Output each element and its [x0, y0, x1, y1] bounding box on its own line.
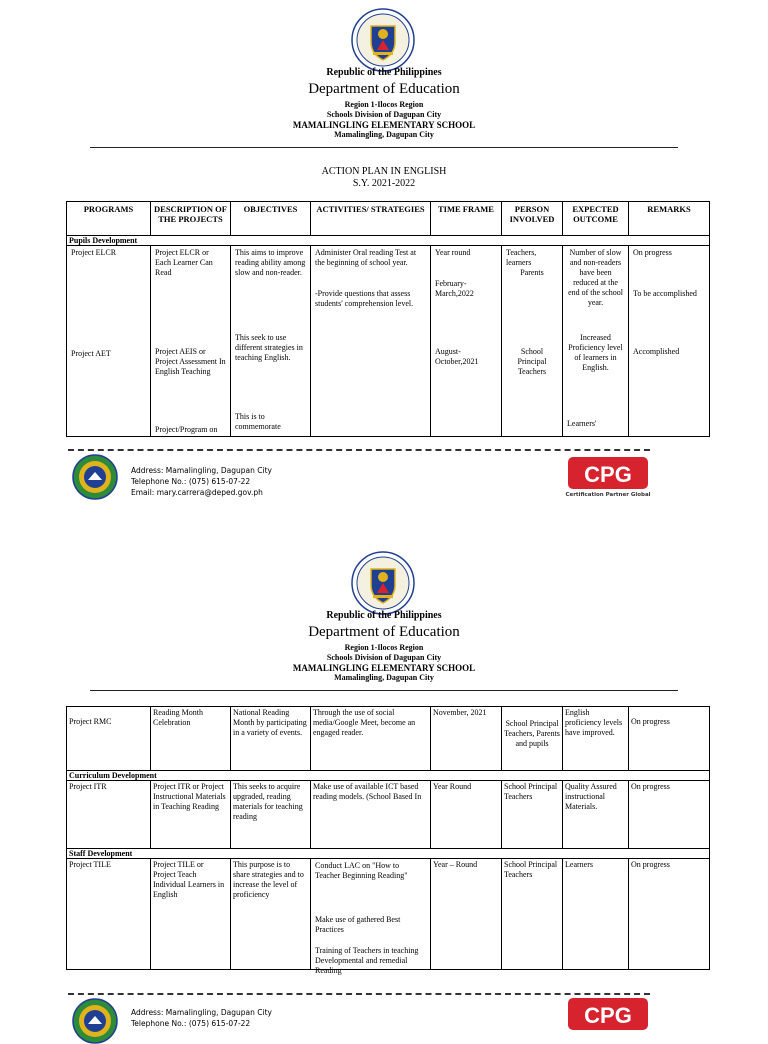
outcome-cell: Learners' — [567, 419, 597, 428]
division-line: Schools Division of Dagupan City — [326, 110, 442, 119]
plan-title: ACTION PLAN IN ENGLISH — [321, 166, 447, 177]
deped-seal-icon — [351, 8, 415, 72]
activity-cell: Make use of gathered Best Practices — [315, 915, 401, 934]
school-location: Mamalingling, Dagupan City — [334, 130, 434, 139]
table-row — [67, 781, 710, 849]
cpg-logo-icon — [566, 456, 650, 498]
department-title: Department of Education — [308, 81, 460, 97]
cpg-logo-text: CPG — [584, 1003, 632, 1028]
footer-telephone: Telephone No.: (075) 615-07-22 — [131, 1019, 251, 1028]
table-header-row — [67, 202, 710, 236]
activity-cell: Make use of available ICT based reading models. (School Based In — [311, 781, 431, 849]
column-header: EXPECTED OUTCOME — [563, 202, 629, 236]
footer-address: Address: Mamalingling, Dagupan City — [131, 1008, 272, 1017]
program-cell: Project AET — [71, 349, 111, 358]
section-label: Pupils Development — [67, 236, 710, 246]
region-line: Region 1-Ilocos Region — [344, 100, 424, 109]
department-title: Department of Education — [308, 624, 460, 640]
activity-cell: -Provide questions that assess students' comprehension level. — [315, 289, 414, 308]
program-cell: Project TILE — [67, 859, 151, 970]
description-cell: Project/Program on — [155, 425, 218, 434]
remarks-cell: On progress — [633, 248, 672, 257]
objective-cell: This is to commemorate — [235, 412, 281, 431]
outcome-cell: Quality Assured instructional Materials. — [563, 781, 629, 849]
person-cell: School Principal Teachers, Parents and pupils — [502, 707, 563, 771]
outcome-cell: Learners — [563, 859, 629, 970]
table-row — [67, 246, 710, 437]
objective-cell: This aims to improve reading ability among slow and non-reader. — [235, 248, 306, 277]
column-header: REMARKS — [629, 202, 710, 236]
outcome-cell: Number of slow and non-readers have been reduced at the end of the school year. — [568, 248, 623, 307]
footer-address: Address: Mamalingling, Dagupan City — [131, 466, 272, 475]
school-name: MAMALINGLING ELEMENTARY SCHOOL — [292, 663, 476, 673]
remarks-cell: On progress — [629, 781, 710, 849]
school-seal-icon — [72, 998, 118, 1044]
column-header: DESCRIPTION OF THE PROJECTS — [151, 202, 231, 236]
section-row — [67, 849, 710, 859]
outcome-cell: Increased Proficiency level of learners in English. — [568, 333, 623, 372]
document-page-1 — [0, 0, 768, 512]
person-cell: Teachers, learners — [506, 248, 537, 267]
school-year: S.Y. 2021-2022 — [352, 178, 416, 189]
description-cell: Project AEIS or Project Assessment In English Teaching — [155, 347, 226, 376]
time-frame-cell: Year Round — [431, 781, 502, 849]
remarks-cell: To be accomplished — [633, 289, 697, 298]
deped-seal-icon — [351, 551, 415, 615]
action-plan-table — [66, 201, 710, 437]
footer-email: Email: mary.carrera@deped.gov.ph — [131, 488, 263, 497]
remarks-cell: Accomplished — [633, 347, 680, 356]
program-cell: Project ITR — [67, 781, 151, 849]
outcome-cell: English proficiency levels have improved. — [563, 707, 629, 771]
activity-cell: Through the use of social media/Google Meet, become an engaged reader. — [311, 707, 431, 771]
time-frame-cell: February- March,2022 — [435, 279, 474, 298]
person-cell: School Principal Teachers — [517, 347, 547, 376]
program-cell: Project ELCR — [71, 248, 117, 257]
objective-cell: This seeks to acquire upgraded, reading materials for teaching reading — [231, 781, 311, 849]
section-row — [67, 236, 710, 246]
school-name: MAMALINGLING ELEMENTARY SCHOOL — [292, 120, 476, 130]
activity-cell: Training of Teachers in teaching Developmental and remedial Reading — [315, 946, 419, 975]
objective-cell: This seek to use different strategies in teaching English. — [235, 333, 303, 362]
footer-rule — [68, 449, 650, 451]
program-cell: Project RMC — [67, 707, 151, 771]
remarks-cell: On progress — [629, 859, 710, 970]
activity-cell: Administer Oral reading Test at the beginning of school year. — [315, 248, 417, 267]
division-line: Schools Division of Dagupan City — [326, 653, 442, 662]
description-cell: Project ITR or Project Instructional Materials in Teaching Reading — [151, 781, 231, 849]
header-rule — [90, 690, 678, 691]
time-frame-cell: Year round — [435, 248, 471, 257]
description-cell: Project ELCR or Each Learner Can Read — [155, 248, 213, 277]
republic-line: Republic of the Philippines — [326, 610, 442, 621]
time-frame-cell: November, 2021 — [431, 707, 502, 771]
footer-telephone: Telephone No.: (075) 615-07-22 — [131, 477, 251, 486]
column-header: TIME FRAME — [431, 202, 502, 236]
column-header: OBJECTIVES — [231, 202, 311, 236]
person-cell: School Principal Teachers — [502, 859, 563, 970]
school-location: Mamalingling, Dagupan City — [334, 673, 434, 682]
region-line: Region 1-Ilocos Region — [344, 643, 424, 652]
header-rule — [90, 147, 678, 148]
description-cell: Reading Month Celebration — [151, 707, 231, 771]
cpg-logo-icon — [566, 997, 650, 1039]
time-frame-cell: August- October,2021 — [435, 347, 479, 366]
cpg-caption: Certification Partner Global — [565, 492, 651, 498]
section-row — [67, 771, 710, 781]
cpg-logo-text: CPG — [584, 462, 632, 487]
time-frame-cell: Year – Round — [431, 859, 502, 970]
column-header: PROGRAMS — [67, 202, 151, 236]
person-cell: School Principal Teachers — [502, 781, 563, 849]
action-plan-table-continued — [66, 706, 710, 975]
column-header: ACTIVITIES/ STRATEGIES — [311, 202, 431, 236]
document-page-2 — [0, 543, 768, 1028]
table-row — [67, 859, 710, 970]
column-header: PERSON INVOLVED — [502, 202, 563, 236]
objective-cell: This purpose is to share strategies and to increase the level of proficiency — [231, 859, 311, 970]
section-label: Staff Development — [67, 849, 710, 859]
objective-cell: National Reading Month by participating in a variety of events. — [231, 707, 311, 771]
section-label: Curriculum Development — [67, 771, 710, 781]
footer-rule — [68, 993, 650, 995]
description-cell: Project TILE or Project Teach Individual Learners in English — [151, 859, 231, 970]
remarks-cell: On progress — [629, 707, 710, 771]
table-row — [67, 707, 710, 771]
republic-line: Republic of the Philippines — [326, 67, 442, 78]
person-cell: Parents — [520, 268, 544, 277]
school-seal-icon — [72, 454, 118, 500]
activity-cell: Conduct LAC on "How to Teacher Beginning Reading" — [315, 861, 408, 880]
